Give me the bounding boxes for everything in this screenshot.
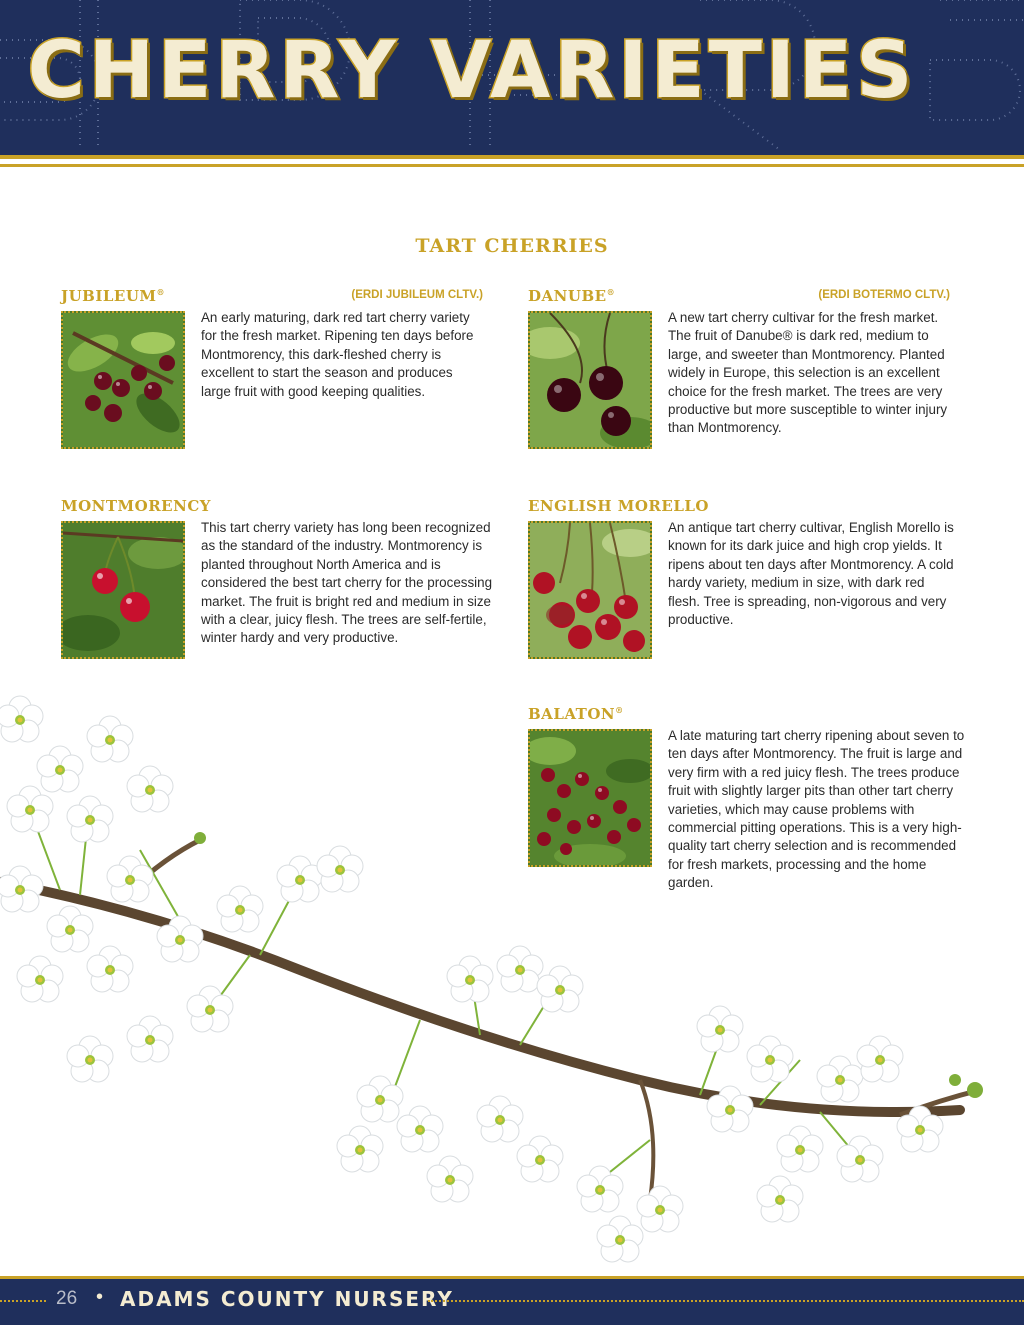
footer-gold-line xyxy=(0,1276,1024,1279)
page-footer xyxy=(0,1276,1024,1325)
variety-danube xyxy=(528,287,950,457)
hanging-red-cherries-icon xyxy=(530,523,650,657)
variety-description: This tart cherry variety has long been recognized as the standard of the industry. Montmorency is planted throughout North America and is considered the best tart cherry for the processing market. The fruit is bright red and medium in size with a clear, juicy flesh. The trees are self-fertile, winter hardy and very productive. xyxy=(201,520,493,646)
header-gold-stripe-thin xyxy=(0,164,1024,167)
variety-montmorency xyxy=(61,497,501,677)
footer-dots-left xyxy=(0,1300,46,1302)
variety-cultivar: (ERDI BOTERMO CLTV.) xyxy=(818,289,950,301)
variety-name: ENGLISH MORELLO xyxy=(528,497,709,515)
cherry-blossom-branch-icon xyxy=(0,680,1024,1276)
variety-english-morello xyxy=(528,497,958,677)
page-title: CHERRY VARIETIES xyxy=(27,26,917,116)
bright-red-cherries-icon xyxy=(63,523,183,657)
variety-name: BALATON® xyxy=(528,705,624,723)
english-morello-photo xyxy=(528,521,652,659)
danube-photo xyxy=(528,311,652,449)
montmorency-photo xyxy=(61,521,185,659)
variety-jubileum xyxy=(61,287,483,457)
header-banner xyxy=(0,0,1024,155)
variety-name: MONTMORENCY xyxy=(61,497,211,515)
footer-dots-right xyxy=(428,1300,1024,1302)
variety-description: An early maturing, dark red tart cherry variety for the fresh market. Ripening ten days before Montmorency, this dark-fleshed cherry is excellent to start the season and produces large fruit with good keeping qualities. xyxy=(201,310,474,399)
variety-cultivar: (ERDI JUBILEUM CLTV.) xyxy=(351,289,483,301)
section-heading: TART CHERRIES xyxy=(415,235,609,257)
dark-cherries-icon xyxy=(63,313,183,447)
jubileum-photo xyxy=(61,311,185,449)
variety-name: JUBILEUM® xyxy=(61,287,166,305)
variety-description: An antique tart cherry cultivar, English Morello is known for its dark juice and high crop yields. It ripens about ten days after Montmorency. A cold hardy variety, medium in size, with dark red flesh. Tree is spreading, non-vigorous and very productive. xyxy=(668,520,954,628)
variety-name: DANUBE® xyxy=(528,287,616,305)
variety-description: A new tart cherry cultivar for the fresh market. The fruit of Danube® is dark red, medium to large, and sweeter than Montmorency. Planted widely in Europe, this selection is an excellent choice for the fresh market. The trees are very productive but more susceptible to winter injury than Montmorency. xyxy=(668,310,948,436)
variety-description: A late maturing tart cherry ripening about seven to ten days after Montmorency. The fruit is large and very firm with a red juicy flesh. The trees produce fruit with slightly larger pits than other tart cherry varieties, which may cause problems with commercial pitting operations. This is a very high-quality tart cherry selection and is recommended for fresh markets, processing and the home garden. xyxy=(668,728,965,891)
dark-cherries-icon xyxy=(530,313,650,447)
footer-brand: ADAMS COUNTY NURSERY xyxy=(120,1287,454,1311)
page-number: 26 xyxy=(56,1288,78,1309)
footer-separator: • xyxy=(96,1286,104,1308)
